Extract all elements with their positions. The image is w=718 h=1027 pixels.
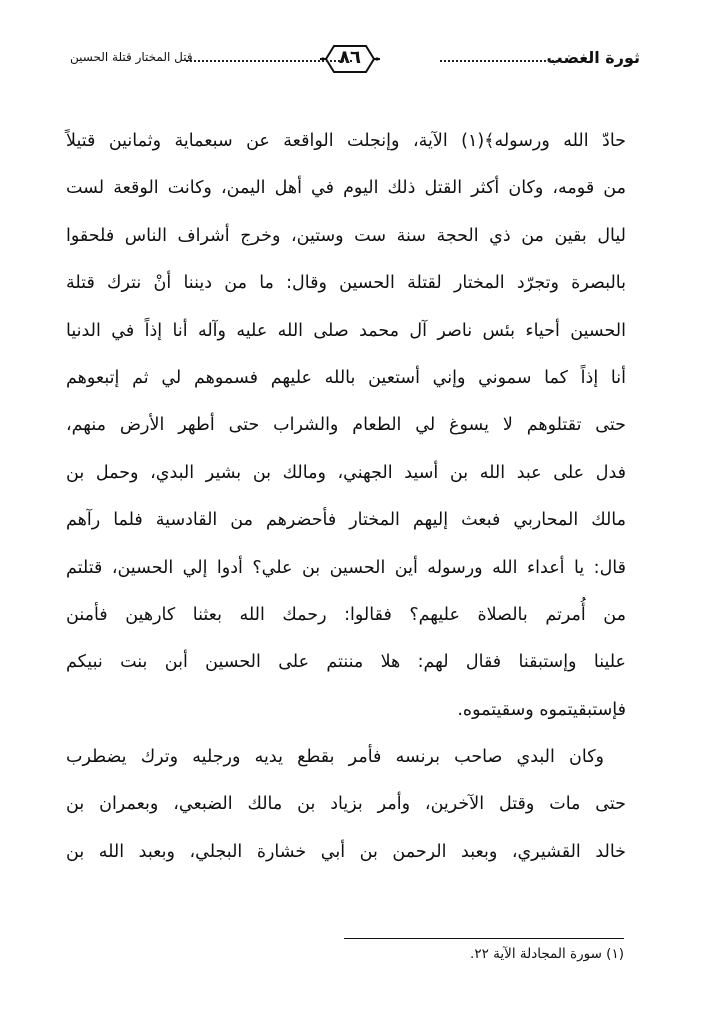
book-title: ثورة الغضب xyxy=(546,48,640,67)
header-dotted-rule-left xyxy=(186,60,352,62)
text-line: وكان البدي صاحب برنسه فأمر بقطع يديه ورجليه وترك يضطرب xyxy=(66,747,604,768)
text-line: فدل على عبد الله بن أسيد الجهني، ومالك بن بشير البدي، وحمل بن xyxy=(66,462,626,483)
text-line: من قومه، وكان أكثر القتل ذلك اليوم في أهل اليمن، وكانت الوقعة لست xyxy=(66,178,626,199)
text-line: فإستبقيتموه وسقيتموه. xyxy=(457,699,626,720)
header-dotted-rule-right xyxy=(440,60,562,62)
text-line: حتى تقتلوهم لا يسوغ لي الطعام والشراب حتى أطهر الأرض منهم، xyxy=(66,415,626,436)
text-line: ليال بقين من ذي الحجة سنة ست وستين، وخرج أشراف الناس فلحقوا xyxy=(66,225,626,246)
text-line: من أُمرتم بالصلاة عليهم؟ فقالوا: رحمك الله بعثنا كارهين فأمنن xyxy=(66,604,626,625)
footnote: (١) سورة المجادلة الآية ٢٢. xyxy=(470,946,624,962)
text-line: خالد القشيري، وبعبد الرحمن بن أبي خشارة البجلي، وبعبد الله بن xyxy=(66,841,626,862)
text-line: الحسين أحياء بئس ناصر آل محمد صلى الله عليه وآله أنا إذاً في الدنيا xyxy=(66,320,626,341)
footnote-divider xyxy=(344,938,624,939)
text-line: حتى مات وقتل الآخرين، وأمر بزياد بن مالك الضبعي، وبعمران بن xyxy=(66,794,626,815)
text-line: بالبصرة وتجرّد المختار لقتلة الحسين وقال: ما من ديننا أنْ نترك قتلة xyxy=(66,273,626,294)
text-line: أنا إذاً كما سموني وإني أستعين بالله عليهم فسموهم لي ثم إتبعوهم xyxy=(66,367,626,388)
text-line: قال: يا أعداء الله ورسوله أين الحسين بن علي؟ أدوا إلي الحسين، قتلتم xyxy=(66,557,626,578)
running-header xyxy=(70,38,640,84)
body-text xyxy=(66,118,626,876)
text-line: حادّ الله ورسوله﴾(١) الآية، وإنجلت الواقعة عن سبعماية وثمانين قتيلاً xyxy=(66,131,626,151)
page-number: ٨٦ xyxy=(339,47,361,68)
page-number-badge xyxy=(318,40,382,78)
chapter-title: قتل المختار قتلة الحسين xyxy=(70,50,193,64)
text-line: علينا وإستبقنا فقال لهم: هلا مننتم على الحسين أبن بنت نبيكم xyxy=(66,652,626,673)
text-line: مالك المحاربي فبعث إليهم المختار فأحضرهم من القادسية فلما رآهم xyxy=(66,510,626,531)
